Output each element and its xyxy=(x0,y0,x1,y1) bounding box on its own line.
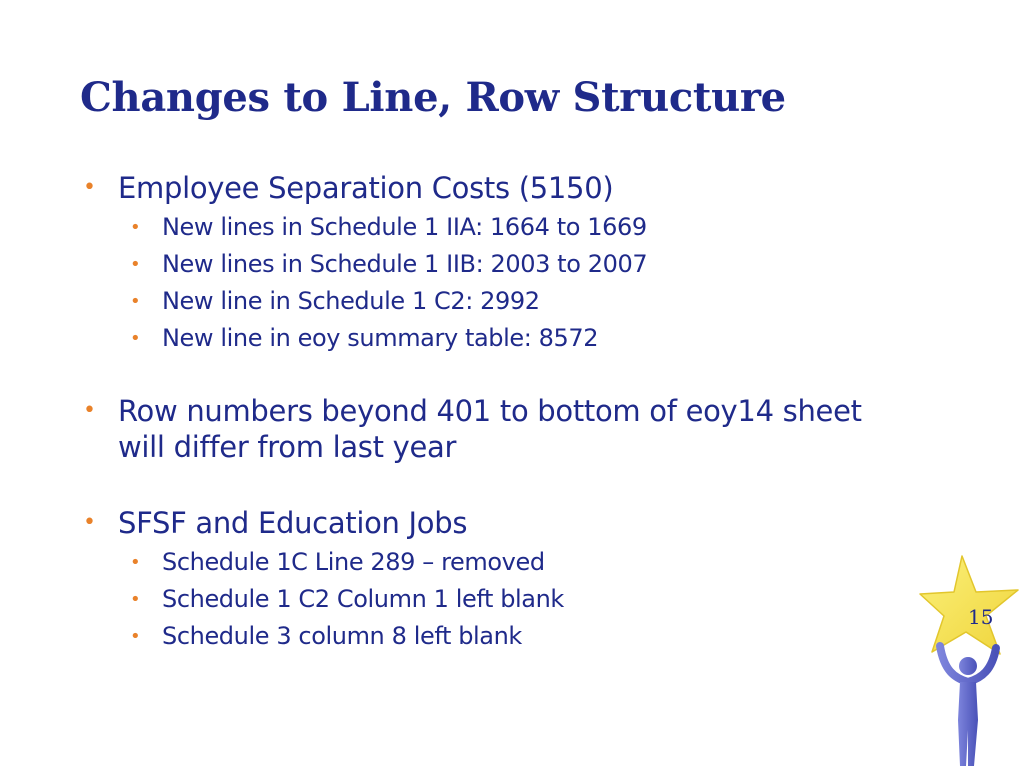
sub-bullet-text: New lines in Schedule 1 IIA: 1664 to 1669 xyxy=(162,213,647,241)
page-number: 15 xyxy=(968,605,994,629)
bullet-item xyxy=(80,505,900,541)
bullet-text: Employee Separation Costs (5150) xyxy=(118,171,614,205)
bullet-icon: • xyxy=(130,254,141,275)
sub-bullet-text: Schedule 1C Line 289 – removed xyxy=(162,548,545,576)
bullet-icon: • xyxy=(130,589,141,610)
bullet-list xyxy=(80,170,900,655)
sub-bullet-text: Schedule 3 column 8 left blank xyxy=(162,622,522,650)
bullet-icon: • xyxy=(130,291,141,312)
bullet-icon: • xyxy=(83,175,96,200)
sub-bullet-item xyxy=(80,320,900,357)
sub-bullet-text: Schedule 1 C2 Column 1 left blank xyxy=(162,585,564,613)
sub-bullet-text: New lines in Schedule 1 IIB: 2003 to 2007 xyxy=(162,250,648,278)
sub-bullet-list xyxy=(80,544,900,655)
sub-bullet-item xyxy=(80,246,900,283)
bullet-text: Row numbers beyond 401 to bottom of eoy14 sheet will differ from last year xyxy=(118,394,862,464)
sub-bullet-item xyxy=(80,618,900,655)
spacer xyxy=(80,357,900,393)
sub-bullet-item xyxy=(80,544,900,581)
bullet-item xyxy=(80,393,900,465)
figure-head xyxy=(959,657,977,675)
bullet-icon: • xyxy=(130,217,141,238)
figure-body xyxy=(958,682,978,766)
sub-bullet-list xyxy=(80,209,900,357)
bullet-item xyxy=(80,170,900,206)
star-figure-icon xyxy=(918,550,1024,768)
spacer xyxy=(80,465,900,505)
bullet-text: SFSF and Education Jobs xyxy=(118,506,468,540)
sub-bullet-text: New line in eoy summary table: 8572 xyxy=(162,324,599,352)
sub-bullet-item xyxy=(80,209,900,246)
sub-bullet-item xyxy=(80,581,900,618)
slide-title: Changes to Line, Row Structure xyxy=(80,74,786,121)
bullet-icon: • xyxy=(83,510,96,535)
bullet-icon: • xyxy=(83,398,96,423)
bullet-icon: • xyxy=(130,626,141,647)
sub-bullet-text: New line in Schedule 1 C2: 2992 xyxy=(162,287,540,315)
bullet-icon: • xyxy=(130,552,141,573)
sub-bullet-item xyxy=(80,283,900,320)
bullet-icon: • xyxy=(130,328,141,349)
